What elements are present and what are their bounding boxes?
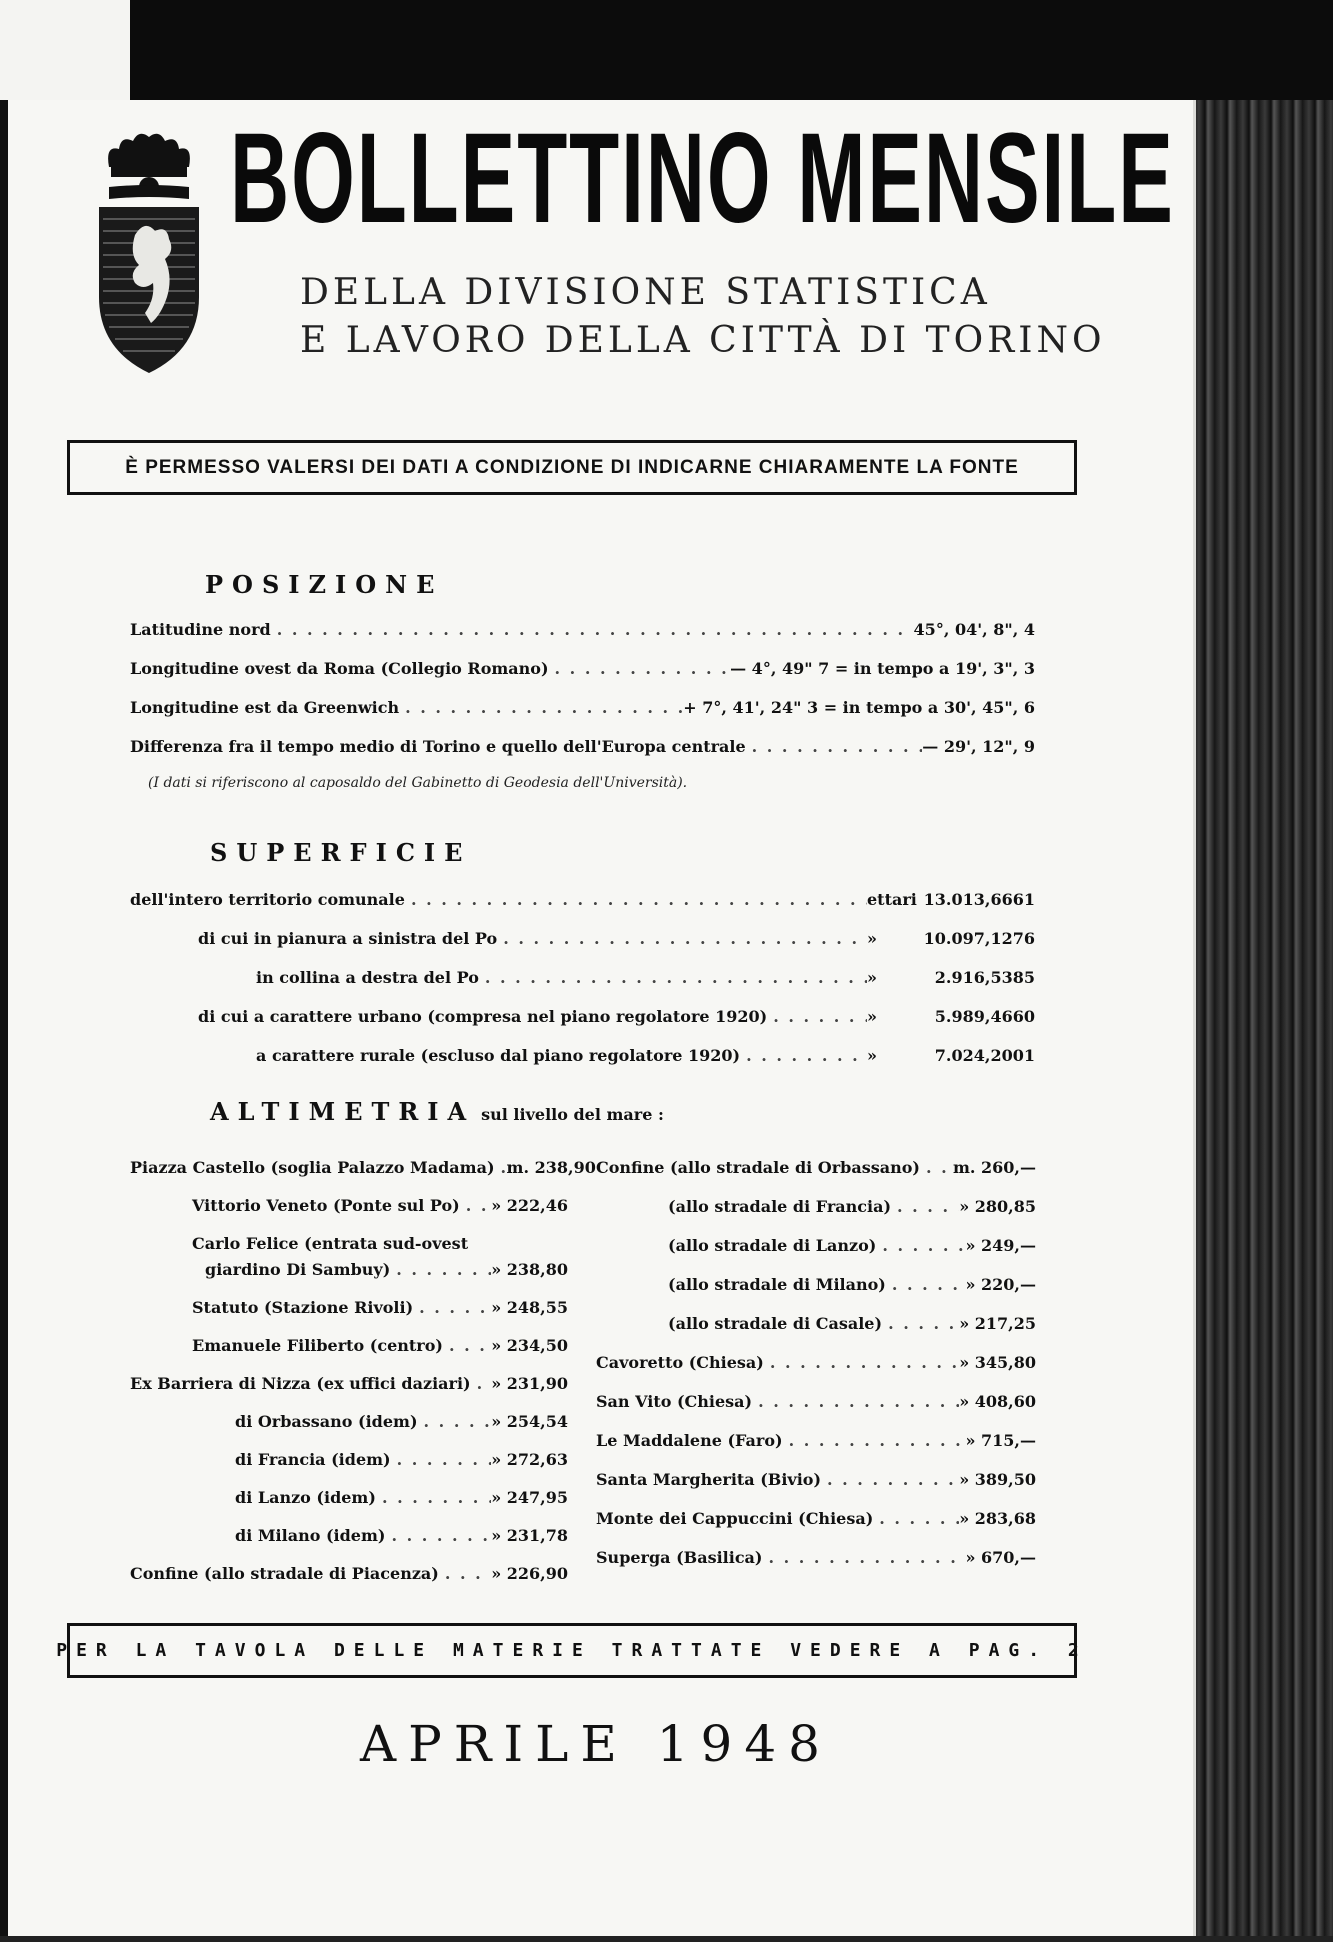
posizione-row: Latitudine nord . . . 45°, 04', 8", 4 (130, 620, 1035, 639)
altimetria-right-row: (allo stradale di Lanzo) . . . » 249,— (668, 1236, 1036, 1255)
altimetria-heading: ALTIMETRIA sul livello del mare : (210, 1097, 664, 1126)
altimetria-right-row: (allo stradale di Francia) . . . » 280,85 (668, 1197, 1036, 1216)
superficie-row: in collina a destra del Po . . . » 2.916,5385 (256, 968, 1035, 987)
posizione-row: Differenza fra il tempo medio di Torino e quello dell'Europa centrale . . . — 29', 12", 9 (130, 737, 1035, 756)
posizione-row: Longitudine est da Greenwich . . . + 7°, 41', 24" 3 = in tempo a 30', 45", 6 (130, 698, 1035, 717)
scan-bottom-margin (0, 1936, 1333, 1942)
altimetria-left-row: Vittorio Veneto (Ponte sul Po) . . . » 222,46 (192, 1196, 568, 1215)
altimetria-right-row: (allo stradale di Casale) . . . » 217,25 (668, 1314, 1036, 1333)
altimetria-left-row: di Milano (idem) . . . » 231,78 (235, 1526, 568, 1545)
altimetria-right-row: Santa Margherita (Bivio) . . . » 389,50 (596, 1470, 1036, 1489)
altimetria-right-row: Superga (Basilica) . . . » 670,— (596, 1548, 1036, 1567)
superficie-row: a carattere rurale (escluso dal piano regolatore 1920) . . . » 7.024,2001 (256, 1046, 1035, 1065)
altimetria-left-row: di Orbassano (idem) . . . » 254,54 (235, 1412, 568, 1431)
altimetria-left-row: giardino Di Sambuy) . . . » 238,80 (205, 1260, 568, 1279)
issue-date: APRILE 1948 (360, 1715, 832, 1773)
altimetria-left-row: Ex Barriera di Nizza (ex uffici daziari) . . . » 231,90 (130, 1374, 568, 1393)
altimetria-left-row: Piazza Castello (soglia Palazzo Madama) . . . m. 238,90 (130, 1158, 568, 1177)
altimetria-left-row: Emanuele Filiberto (centro) . . . » 234,50 (192, 1336, 568, 1355)
altimetria-left-row: di Francia (idem) . . . » 272,63 (235, 1450, 568, 1469)
altimetria-right-row: Le Maddalene (Faro) . . . » 715,— (596, 1431, 1036, 1450)
source-permission-notice: È PERMESSO VALERSI DEI DATI A CONDIZIONE DI INDICARNE CHIARAMENTE LA FONTE (67, 440, 1077, 495)
altimetria-left-row: Statuto (Stazione Rivoli) . . . » 248,55 (192, 1298, 568, 1317)
table-of-contents-notice: PER LA TAVOLA DELLE MATERIE TRATTATE VEDERE A PAG. 2 (67, 1623, 1077, 1678)
subtitle-city: E LAVORO DELLA CITTÀ DI TORINO (300, 320, 1106, 361)
altimetria-right-row: Confine (allo stradale di Orbassano) . . . m. 260,— (596, 1158, 1036, 1177)
altimetria-right-row: San Vito (Chiesa) . . . » 408,60 (596, 1392, 1036, 1411)
altimetria-left-row: Confine (allo stradale di Piacenza) . . . » 226,90 (130, 1564, 568, 1583)
turin-crest-icon (95, 127, 203, 377)
superficie-row: dell'intero territorio comunale . . . ettari 13.013,6661 (130, 890, 1035, 909)
altimetria-right-row: (allo stradale di Milano) . . . » 220,— (668, 1275, 1036, 1294)
superficie-heading: SUPERFICIE (210, 838, 472, 867)
posizione-note: (I dati si riferiscono al caposaldo del Gabinetto di Geodesia dell'Università). (148, 775, 688, 791)
altimetria-right-row: Cavoretto (Chiesa) . . . » 345,80 (596, 1353, 1036, 1372)
posizione-heading: POSIZIONE (205, 570, 444, 599)
altimetria-left-row: di Lanzo (idem) . . . » 247,95 (235, 1488, 568, 1507)
altimetria-right-row: Monte dei Cappuccini (Chiesa) . . . » 283,68 (596, 1509, 1036, 1528)
superficie-row: di cui a carattere urbano (compresa nel piano regolatore 1920) . . . » 5.989,4660 (198, 1007, 1035, 1026)
book-spine (1193, 100, 1333, 1942)
altimetria-left-row: Carlo Felice (entrata sud-ovest (192, 1234, 469, 1253)
posizione-row: Longitudine ovest da Roma (Collegio Romano) . . . — 4°, 49" 7 = in tempo a 19', 3", 3 (130, 659, 1035, 678)
subtitle-division: DELLA DIVISIONE STATISTICA (300, 272, 991, 313)
scan-top-margin (0, 0, 1333, 100)
superficie-row: di cui in pianura a sinistra del Po . . . » 10.097,1276 (198, 929, 1035, 948)
bulletin-title: BOLLETTINO MENSILE (230, 107, 1175, 250)
scan-corner (0, 0, 130, 100)
